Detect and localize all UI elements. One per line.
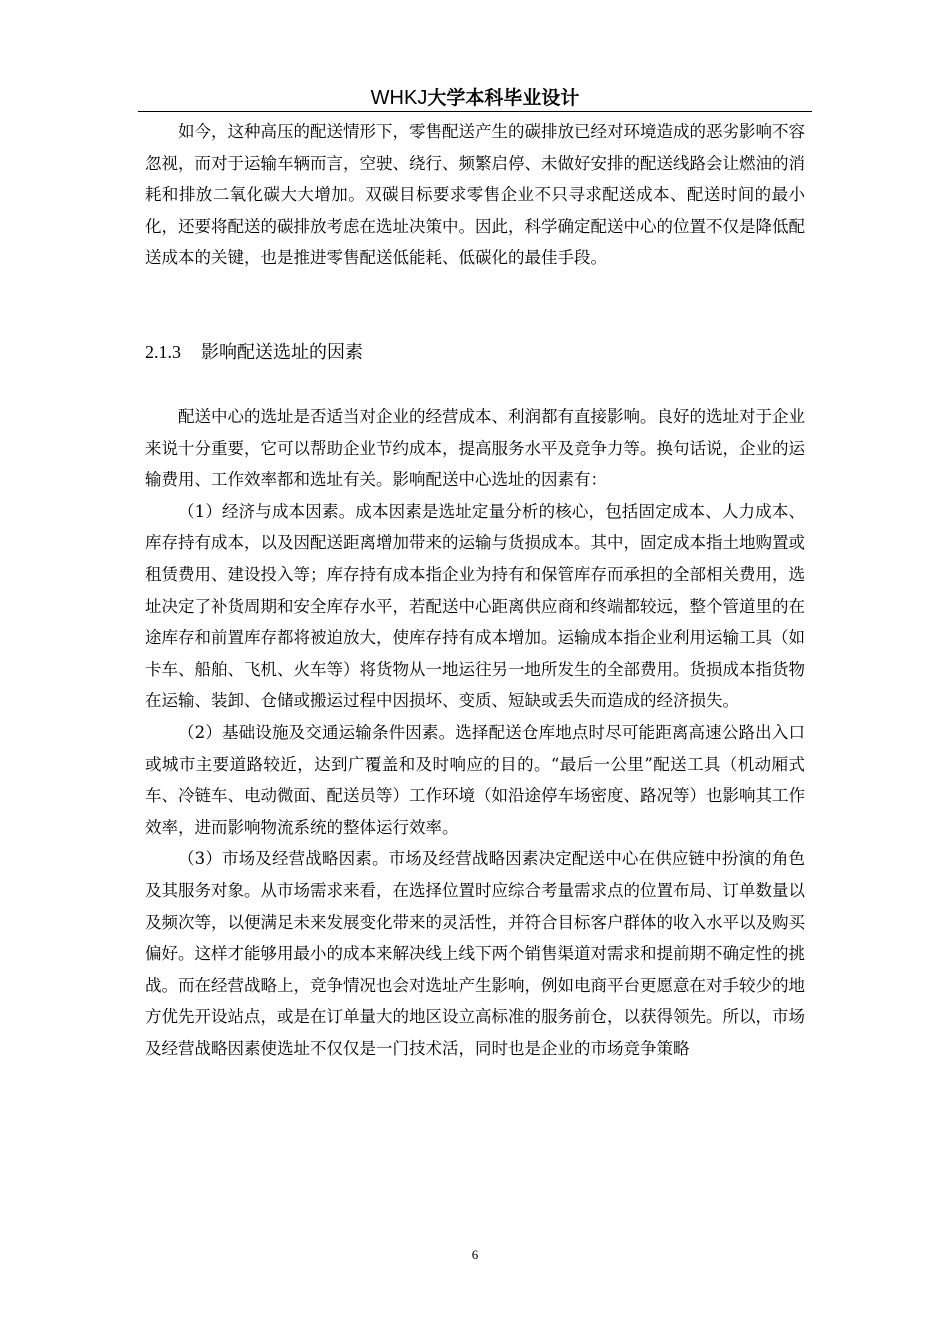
section-number: 2.1.3 [145,342,181,362]
header-latin-text: WHKJ [370,87,428,109]
section-title: 影响配送选址的因素 [201,342,363,363]
paragraph-4: （3）市场及经营战略因素。市场及经营战略因素决定配送中心在供应链中扮演的角色及其服务对象。从市场需求来看，在选择位置时应综合考量需求点的位置布局、订单数量以及频次等，以便满足未来发展变化带来的灵活性，并符合目标客户群体的收入水平以及购买偏好。这样才能够用最小的成本来解决线上线下两个销售渠道对需求和提前期不确定性的挑战。而在经营战略上，竞争情况也会对选址产生影响，例如电商平台更愿意在对手较少的地方优先开设站点，或是在订单量大的地区设立高标准的服务前仓，以获得领先。所以，市场及经营战略因素使选址不仅仅是一门技术活，同时也是企业的市场竞争策略 [145,849,805,1058]
paragraph-1: 配送中心的选址是否适当对企业的经营成本、利润都有直接影响。良好的选址对于企业来说十分重要，它可以帮助企业节约成本，提高服务水平及竞争力等。换句话说，企业的运输费用、工作效率都和选址有关。影响配送中心选址的因素有： [145,407,805,490]
header-rule [138,111,812,112]
intro-block [145,116,805,274]
section-heading [145,338,363,367]
page-header [138,84,812,110]
paragraph-3: （2）基础设施及交通运输条件因素。选择配送仓库地点时尽可能距离高速公路出入口或城市主要道路较近，达到广覆盖和及时响应的目的。“最后一公里”配送工具（机动厢式车、冷链车、电动微面、配送员等）工作环境（如沿途停车场密度、路况等）也影响其工作效率，进而影响物流系统的整体运行效率。 [145,722,805,837]
section-body [145,401,805,1064]
paragraph-intro: 如今，这种高压的配送情形下，零售配送产生的碳排放已经对环境造成的恶劣影响不容忽视，而对于运输车辆而言，空驶、绕行、频繁启停、未做好安排的配送线路会让燃油的消耗和排放二氧化碳大大增加。双碳目标要求零售企业不只寻求配送成本、配送时间的最小化，还要将配送的碳排放考虑在选址决策中。因此，科学确定配送中心的位置不仅是降低配送成本的关键，也是推进零售配送低能耗、低碳化的最佳手段。 [145,122,805,268]
paragraph-2: （1）经济与成本因素。成本因素是选址定量分析的核心，包括固定成本、人力成本、库存持有成本，以及因配送距离增加带来的运输与货损成本。其中，固定成本指土地购置或租赁费用、建设投入等；库存持有成本指企业为持有和保管库存而承担的全部相关费用，选址决定了补货周期和安全库存水平，若配送中心距离供应商和终端都较远，整个管道里的在途库存和前置库存都将被迫放大，使库存持有成本增加。运输成本指企业利用运输工具（如卡车、船舶、飞机、火车等）将货物从一地运往另一地所发生的全部费用。货损成本指货物在运输、装卸、仓储或搬运过程中因损坏、变质、短缺或丢失而造成的经济损失。 [145,501,805,711]
page-number: 6 [471,1247,479,1262]
header-cjk-text: 大学本科毕业设计 [427,87,580,109]
